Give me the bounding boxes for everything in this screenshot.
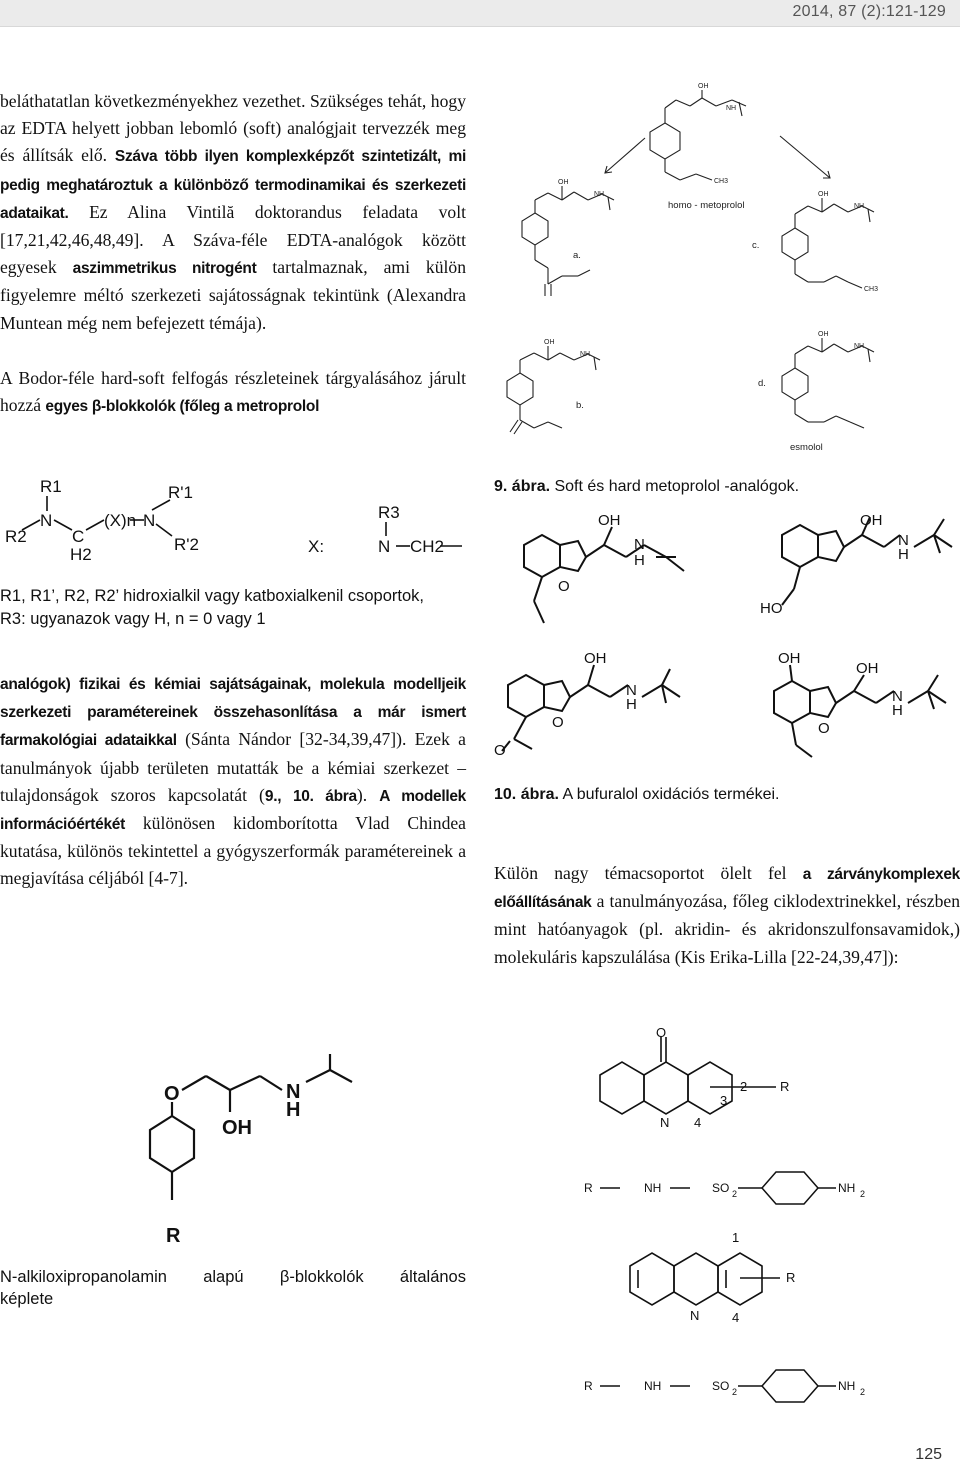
- p3-run-0: analógok) fizikai és kémiai sajátságainak, molekula modelljeik szerkezeti paramétereinek összehasonlítása a már ismert farmakológiai adataikkal: [0, 676, 466, 750]
- nalk-n: N: [286, 1081, 301, 1103]
- paragraph-inclusion-complexes: [494, 860, 960, 971]
- figure-9-metoprolol-analogs: [490, 83, 960, 468]
- nalk-oh: OH: [222, 1117, 252, 1139]
- p3-run-3: ).: [356, 784, 380, 805]
- figure-9-caption-text: Soft és hard metoprolol -analógok.: [550, 478, 800, 495]
- gf-r1p: R'1: [168, 483, 193, 502]
- p4-run-2: a tanulmányozása, főleg ciklodextrinekkel, részben mint hatóanyagok (pl. akridin- és akridonszulfonsavamidok,) molekuláris kapszulálása (Kis Erika-Lilla [22-24,39,47]):: [494, 891, 960, 967]
- general-formula-legend-2: R3: ugyanazok vagy H, n = 0 vagy 1: [0, 610, 266, 628]
- figure-10-caption-text: A bufuralol oxidációs termékei.: [558, 786, 780, 803]
- fig10-h: H: [634, 552, 645, 569]
- caption-word: N-alkiloxipropanolamin: [0, 1268, 167, 1286]
- gf-h2: H2: [70, 545, 92, 564]
- fig10-o: O: [818, 720, 830, 737]
- p3-run-5: különösen kidomborította Vlad Chindea kutatása, különös tekintettel a gyógyszerformák paramétereinek a megjavítása céljából [4-7].: [0, 813, 466, 889]
- sulf1-r: R: [584, 1181, 593, 1195]
- acridone-pos2: 2: [740, 1079, 748, 1094]
- label-c: c.: [752, 240, 760, 251]
- fig10-ho: HO: [760, 600, 783, 617]
- fig9-atom-oh: OH: [818, 191, 829, 198]
- caption-word: alapú: [203, 1268, 244, 1286]
- gf-r1: R1: [40, 477, 62, 496]
- fig9-atom-ch3: CH3: [864, 286, 879, 293]
- general-formula-structure: [0, 478, 470, 568]
- journal-header: [0, 0, 960, 27]
- gf-r2: R2: [5, 527, 27, 546]
- sulfonamide-2-structure: [580, 1360, 880, 1420]
- gf-r2p: R'2: [174, 535, 199, 554]
- acridone-pos3: 3: [720, 1093, 728, 1108]
- fig10-n: N: [892, 688, 903, 705]
- fig9-atom-oh: OH: [558, 179, 569, 186]
- fig9-atom-nh: NH: [854, 203, 865, 210]
- nalk-o: O: [164, 1083, 180, 1105]
- acridone-o: O: [656, 1025, 667, 1040]
- gf-n1: N: [40, 511, 53, 530]
- acridone-pos4: 4: [694, 1115, 702, 1130]
- gf-c: C: [72, 527, 85, 546]
- fig10-o: O: [552, 714, 564, 731]
- fig9-atom-nh: NH: [854, 343, 865, 350]
- p4-run-0: Külön nagy témacsoportot ölelt fel: [494, 863, 803, 883]
- acridine-n: N: [690, 1308, 700, 1323]
- label-a: a.: [573, 250, 581, 261]
- sulf1-nh: NH: [644, 1181, 662, 1195]
- gf-n3: N: [378, 537, 391, 556]
- gf-xn: (X)n: [104, 511, 137, 530]
- caption-word: β-blokkolók: [279, 1268, 364, 1286]
- paragraph-edta: [0, 88, 466, 337]
- gf-x: X:: [308, 537, 325, 556]
- acridine-pos1: 1: [732, 1230, 740, 1245]
- fig10-oh: OH: [778, 650, 801, 667]
- acridone-structure: [580, 1025, 900, 1135]
- figure-10-bufuralol-products: [494, 505, 960, 775]
- fig9-atom-nh: NH: [726, 105, 737, 112]
- page-number: 125: [915, 1446, 942, 1463]
- fig10-n: N: [626, 682, 637, 699]
- fig9-atom-oh: OH: [544, 339, 555, 346]
- sulf2-so: SO: [712, 1379, 730, 1393]
- p2-run-1: egyes β-blokkolók (főleg a metroprolol: [45, 398, 320, 416]
- acridine-r: R: [786, 1270, 796, 1285]
- p1-run-0: beláthatatlan következményekhez vezethet. Szükséges tehát, hogy az EDTA helyett jobban lebomló (soft) analógjait tervezzék meg és állítsák elő.: [0, 91, 466, 166]
- fig9-atom-nh: NH: [594, 191, 605, 198]
- fig9-atom-ch3: CH3: [714, 178, 729, 185]
- p3-run-2: 9., 10. ábra: [264, 787, 357, 805]
- p4-run-1: a zárványkomplexek előállításának: [494, 866, 960, 912]
- fig10-n: N: [634, 536, 645, 553]
- sulf2-two: 2: [732, 1387, 738, 1397]
- label-esmolol: esmolol: [790, 442, 823, 453]
- label-b: b.: [576, 400, 584, 411]
- acridine-pos4: 4: [732, 1310, 740, 1325]
- figure-9-caption: [494, 476, 799, 498]
- fig10-o: O: [558, 578, 570, 595]
- acridone-n: N: [660, 1115, 670, 1130]
- fig10-h: H: [892, 702, 903, 719]
- sulf1-so: SO: [712, 1181, 730, 1195]
- figure-9-label: 9. ábra.: [494, 478, 551, 495]
- n-alkiloxipropanolamin-structure: [140, 1050, 380, 1250]
- label-d: d.: [758, 378, 766, 389]
- fig10-oh: OH: [856, 660, 879, 677]
- journal-reference: 2014, 87 (2):121-129: [792, 3, 946, 20]
- fig9-atom-nh: NH: [580, 351, 591, 358]
- paragraph-bodor: [0, 365, 466, 420]
- caption-line-2: képlete: [0, 1290, 54, 1308]
- fig10-o: O: [494, 742, 506, 759]
- sulf2-nh2: NH: [838, 1379, 856, 1393]
- figure-10-caption: [494, 784, 780, 806]
- fig10-n: N: [898, 532, 909, 549]
- nalk-r: R: [166, 1225, 181, 1247]
- p1-run-2: Ez Alina Vintilă doktorandus feladata volt [17,21,42,46,48,49]. A Száva-féle EDTA-analógok között egyesek: [0, 201, 466, 278]
- label-homo-metoprolol: homo - metoprolol: [668, 200, 745, 211]
- p3-run-1: (Sánta Nándor [32-34,39,47]). Ezek a tanulmányok újabb területen mutatták be a kémiai szerkezet – tulajdonságok szoros kapcsolatát (: [0, 729, 466, 805]
- caption-word: általános: [399, 1268, 466, 1286]
- gf-r3: R3: [378, 503, 400, 522]
- sulf1-two: 2: [732, 1189, 738, 1199]
- sulfonamide-1-structure: [580, 1162, 880, 1222]
- fig10-oh: OH: [598, 512, 621, 529]
- fig10-oh: OH: [860, 512, 883, 529]
- gf-n2: N: [143, 511, 156, 530]
- sulf2-nh2-sub: 2: [860, 1387, 866, 1397]
- p3-run-4: A modellek információértékét: [0, 787, 466, 834]
- p1-run-1: Száva több ilyen komplexképzőt szintetizált, mi pedig meghatároztuk a különböző termodinamikai és szerkezeti adataikat.: [0, 148, 467, 222]
- sulf2-nh: NH: [644, 1379, 662, 1393]
- acridone-r: R: [780, 1079, 790, 1094]
- gf-ch2: CH2: [410, 537, 445, 556]
- fig10-oh: OH: [584, 650, 607, 667]
- figure-10-label: 10. ábra.: [494, 786, 559, 803]
- p2-run-0: A Bodor-féle hard-soft felfogás részleteinek tárgyalásához járult hozzá: [0, 368, 466, 416]
- fig10-h: H: [898, 546, 909, 563]
- p1-run-3: aszimmetrikus nitrogént: [72, 260, 257, 278]
- fig10-h: H: [626, 696, 637, 713]
- general-formula-legend-1: R1, R1’, R2, R2’ hidroxialkil vagy katboxialkenil csoportok,: [0, 587, 424, 605]
- sulf2-r: R: [584, 1379, 593, 1393]
- p1-run-4: tartalmaznak, ami külön figyelemre méltó szerkezeti sajátosságnak tekintünk (Alexandra Muntean még nem befejezett témája).: [0, 257, 466, 333]
- sulf1-nh2-sub: 2: [860, 1189, 866, 1199]
- n-alkiloxipropanolamin-caption: [0, 1266, 466, 1310]
- fig9-atom-oh: OH: [818, 331, 829, 338]
- acridine-structure: [610, 1226, 930, 1336]
- nalk-h: H: [286, 1099, 301, 1121]
- paragraph-analogs: [0, 670, 466, 893]
- fig9-atom-oh: OH: [698, 83, 709, 90]
- sulf1-nh2: NH: [838, 1181, 856, 1195]
